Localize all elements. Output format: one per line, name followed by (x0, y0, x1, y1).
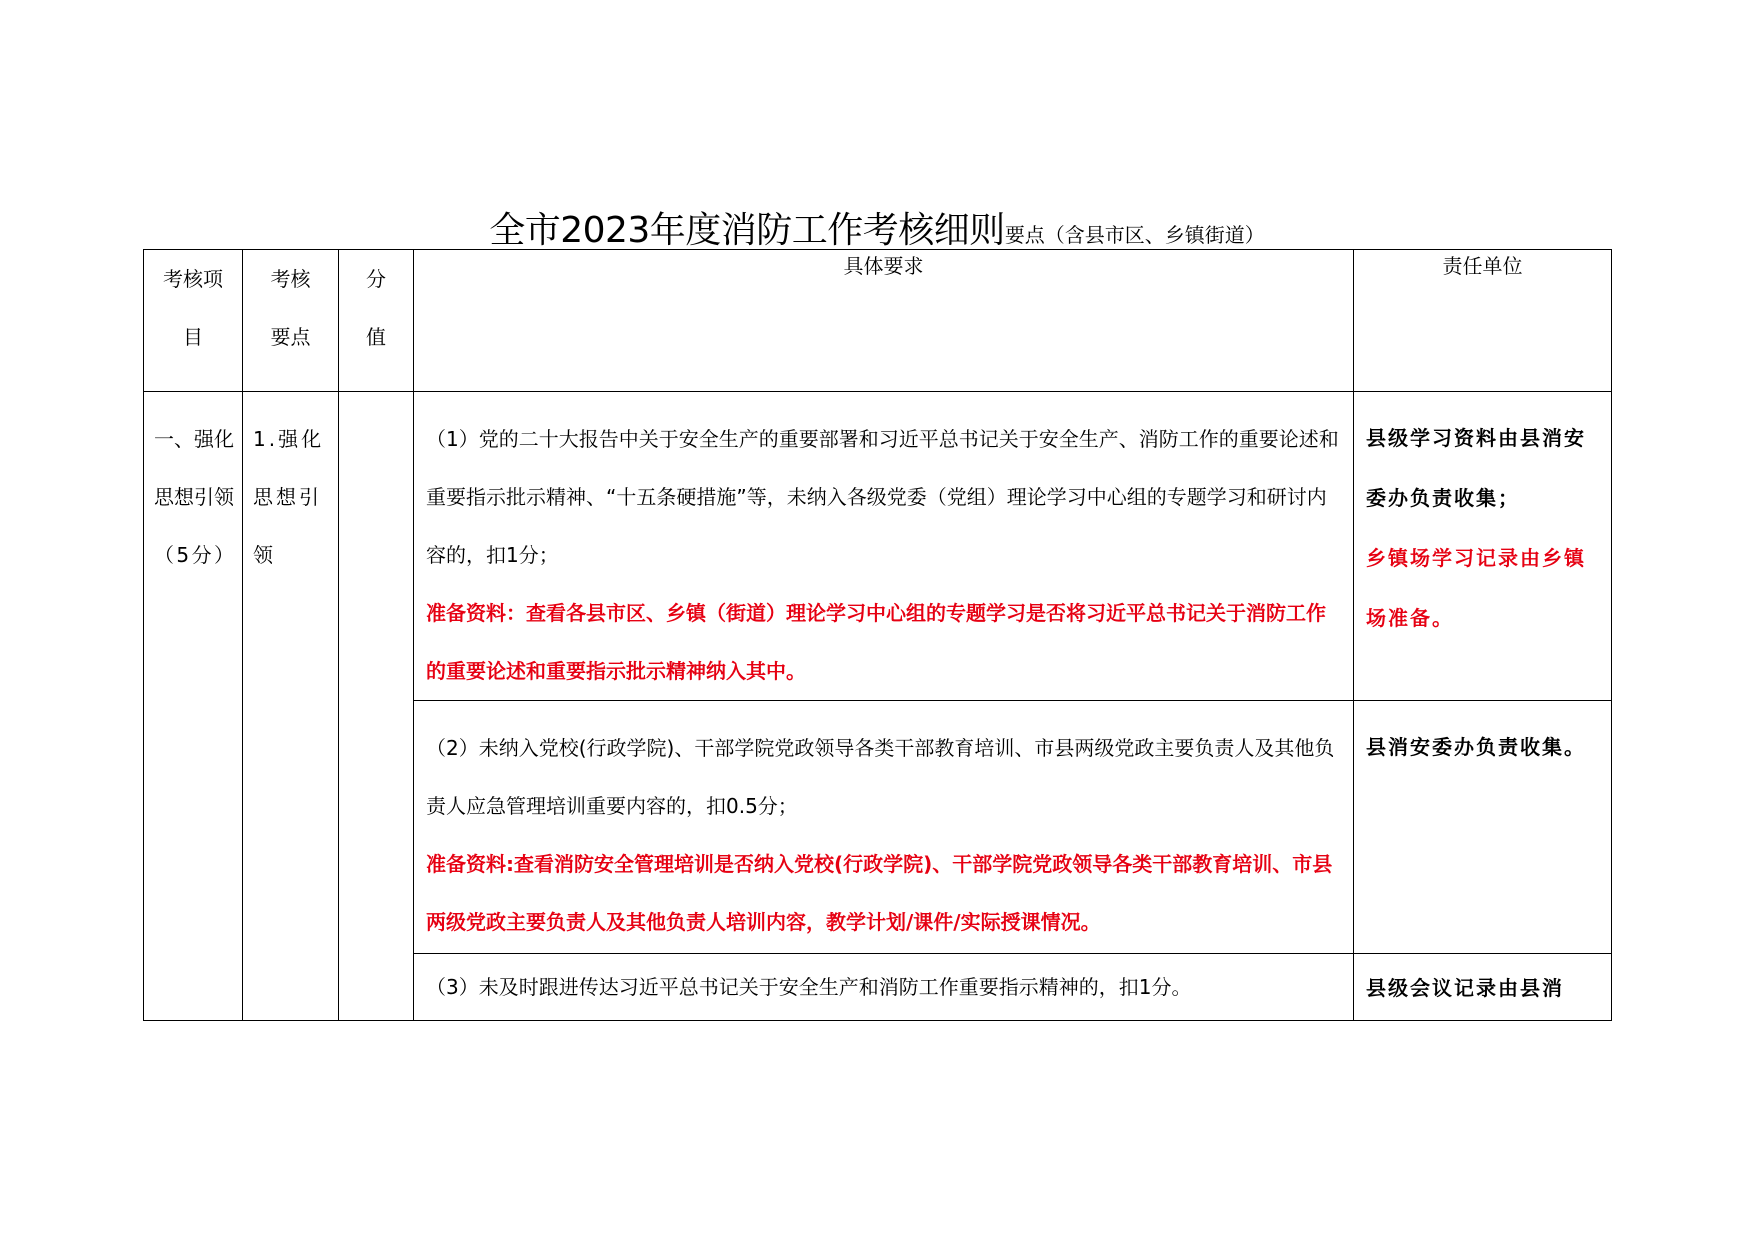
requirement-cell (414, 954, 1354, 1021)
unit-cell (1354, 701, 1612, 954)
point-cell: 1.强化思想引领 (243, 392, 339, 1021)
header-point: 考核 要点 (243, 250, 339, 392)
requirement-cell (414, 392, 1354, 701)
requirement-text: （2）未纳入党校(行政学院)、干部学院党政领导各类干部教育培训、市县两级党政主要负责人及其他负责人应急管理培训重要内容的，扣0.5分； (426, 736, 1335, 818)
score-cell (339, 392, 414, 1021)
document-title (0, 202, 1754, 253)
header-unit: 责任单位 (1354, 250, 1612, 392)
unit-text: 县级学习资料由县消安委办负责收集； (1366, 426, 1586, 510)
unit-text: 县消安委办负责收集。 (1366, 735, 1586, 759)
unit-cell (1354, 954, 1612, 1021)
requirement-text: （3）未及时跟进传达习近平总书记关于安全生产和消防工作重要指示精神的，扣1分。 (426, 975, 1192, 999)
header-item: 考核项 目 (144, 250, 243, 392)
unit-text: 县级会议记录由县消 (1366, 976, 1564, 1000)
unit-text-red: 乡镇场学习记录由乡镇场准备。 (1366, 546, 1586, 630)
unit-cell (1354, 392, 1612, 701)
requirement-text: （1）党的二十大报告中关于安全生产的重要部署和习近平总书记关于安全生产、消防工作的重要论述和重要指示批示精神、“十五条硬措施”等，未纳入各级党委（党组）理论学习中心组的专题学习和研讨内容的，扣1分； (426, 427, 1339, 567)
title-sub: 要点（含县市区、乡镇街道） (1004, 223, 1265, 247)
category-cell: 一、强化思想引领（5分） (144, 392, 243, 1021)
header-score: 分 值 (339, 250, 414, 392)
title-main: 全市2023年度消防工作考核细则 (489, 210, 1005, 251)
materials-text: 准备资料:查看消防安全管理培训是否纳入党校(行政学院)、干部学院党政领导各类干部教育培训、市县两级党政主要负责人及其他负责人培训内容，教学计划/课件/实际授课情况。 (426, 852, 1333, 934)
table-row (144, 392, 1612, 701)
header-requirement: 具体要求 (414, 250, 1354, 392)
requirement-cell (414, 701, 1354, 954)
assessment-table (143, 249, 1612, 1021)
materials-text: 准备资料：查看各县市区、乡镇（街道）理论学习中心组的专题学习是否将习近平总书记关于消防工作的重要论述和重要指示批示精神纳入其中。 (426, 601, 1326, 683)
header-row (144, 250, 1612, 392)
